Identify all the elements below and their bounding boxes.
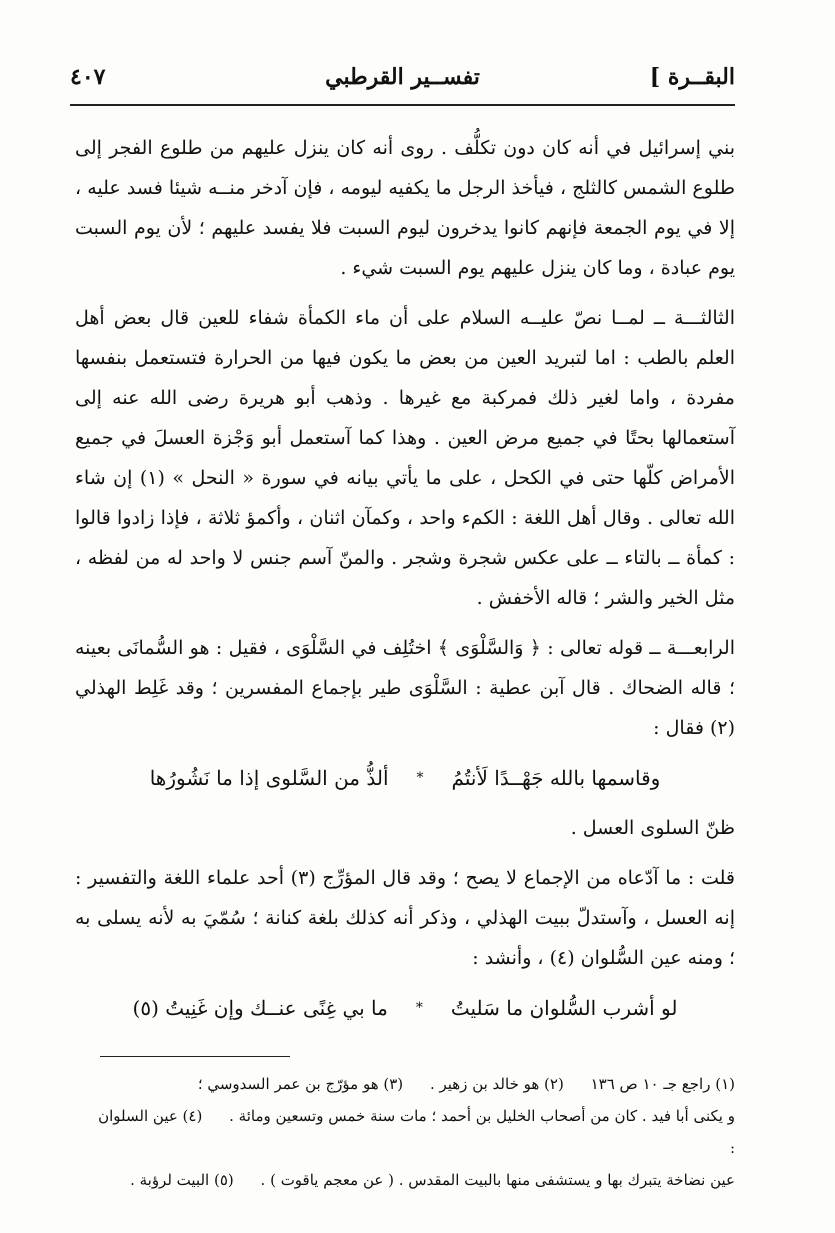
verse-1-second-half: ألذُّ من السَّلوى إذا ما نَشُورُها <box>149 766 389 790</box>
book-title: تفســير القرطبي <box>325 64 480 90</box>
verse-1-separator: * <box>416 770 424 786</box>
footnote-3-continued: و يكنى أبا فيد . كان من أصحاب الخليل بن أحمد ؛ مات سنة خمس وتسعين ومائة . <box>229 1107 735 1125</box>
verse-2-separator: * <box>415 1000 423 1016</box>
footnote-4: (٤) عين السلوان : <box>98 1107 735 1157</box>
surah-name: البقــرة ] <box>649 64 735 90</box>
paragraph-author-note: قلت : ما آدّعاه من الإجماع لا يصح ؛ وقد قال المؤرِّج (٣) أحد علماء اللغة والتفسير : إنه العسل ، وآستدلّ ببيت الهذلي ، وذكر أنه كذلك بلغة كنانة ؛ سُمّيَ به لأنه يسلى به ؛ ومنه عين السُّلوان (٤) ، وأنشد : <box>75 867 736 969</box>
page-number: ٤٠٧ <box>70 64 106 90</box>
page-body <box>75 128 735 1038</box>
verse-1-first-half: وقاسمها بالله جَهْــدًا لَأنتُمُ <box>451 766 661 790</box>
paragraph-verse-end: ظنّ السلوى العسل . <box>570 817 735 839</box>
footnotes <box>75 1068 735 1196</box>
verse-2-first-half: لو أشرب السُّلوان ما سَليتُ <box>450 996 678 1020</box>
poetry-verse-1 <box>75 758 735 798</box>
footnote-1: (١) راجع جـ ١٠ ص ١٣٦ <box>590 1075 735 1093</box>
footnote-2: (٢) هو خالد بن زهير . <box>429 1075 564 1093</box>
poetry-verse-2 <box>75 988 735 1028</box>
footnote-line <box>75 1100 735 1164</box>
paragraph-fourth-issue: الرابعـــة ــ قوله تعالى : ﴿ وَالسَّلْوَى ﴾ اختُلِف في السَّلْوَى ، فقيل : هو السُّمانَى بعينه ؛ قاله الضحاك . قال آبن عطية : السَّلْوَى طير بإجماع المفسرين ؛ وقد غَلِط الهذلي (٢) فقال : <box>75 637 735 739</box>
footnote-5: (٥) البيت لرؤبة . <box>130 1171 234 1189</box>
footnote-4-continued: عين نضاخة يتبرك بها و يستشفى منها بالبيت المقدس . ( عن معجم ياقوت ) . <box>260 1171 735 1189</box>
paragraph-third-issue: الثالثـــة ــ لمــا نصّ عليــه السلام على أن ماء الكمأة شفاء للعين قال بعض أهل العلم بالطب : اما لتبريد العين من بعض ما يكون فيها من الحرارة فتستعمل بنفسها مفردة ، واما لغير ذلك فمركبة مع غيرها . وذهب أبو هريرة رضى الله عنه إلى آستعمالها بحتًا في جميع مرض العين . وهذا كما آستعمل أبو وَجْزة العسلَ في جميع الأمراض كلّها حتى في الكحل ، على ما يأتي بيانه في سورة « النحل » (١) إن شاء الله تعالى . وقال أهل اللغة : الكمء واحد ، وكمآن اثنان ، وأكمؤ ثلاثة ، فإذا زادوا قالوا : كمأة ــ بالتاء ــ على عكس شجرة وشجر . والمنّ آسم جنس لا واحد له من لفظه ، مثل الخير والشر ؛ قاله الأخفش . <box>75 307 735 609</box>
page-header <box>70 60 735 106</box>
footnote-line <box>75 1068 735 1100</box>
footnote-divider <box>100 1056 290 1057</box>
verse-2-second-half: ما بي غِنًى عنــك وإن غَنِيتُ (٥) <box>132 996 388 1020</box>
footnote-3: (٣) هو مؤرّج بن عمر السدوسي ؛ <box>197 1075 404 1093</box>
footnote-line <box>75 1164 735 1196</box>
paragraph-continuation: بني إسرائيل في أنه كان دون تكلُّف . روى أنه كان ينزل عليهم من طلوع الفجر إلى طلوع الشمس كالثلج ، فيأخذ الرجل ما يكفيه ليومه ، فإن آدخر منــه شيئا فسد عليه ، إلا في يوم الجمعة فإنهم كانوا يدخرون ليوم السبت فلا يفسد عليهم ؛ لأن يوم السبت يوم عبادة ، وما كان ينزل عليهم يوم السبت شيء . <box>75 137 735 279</box>
